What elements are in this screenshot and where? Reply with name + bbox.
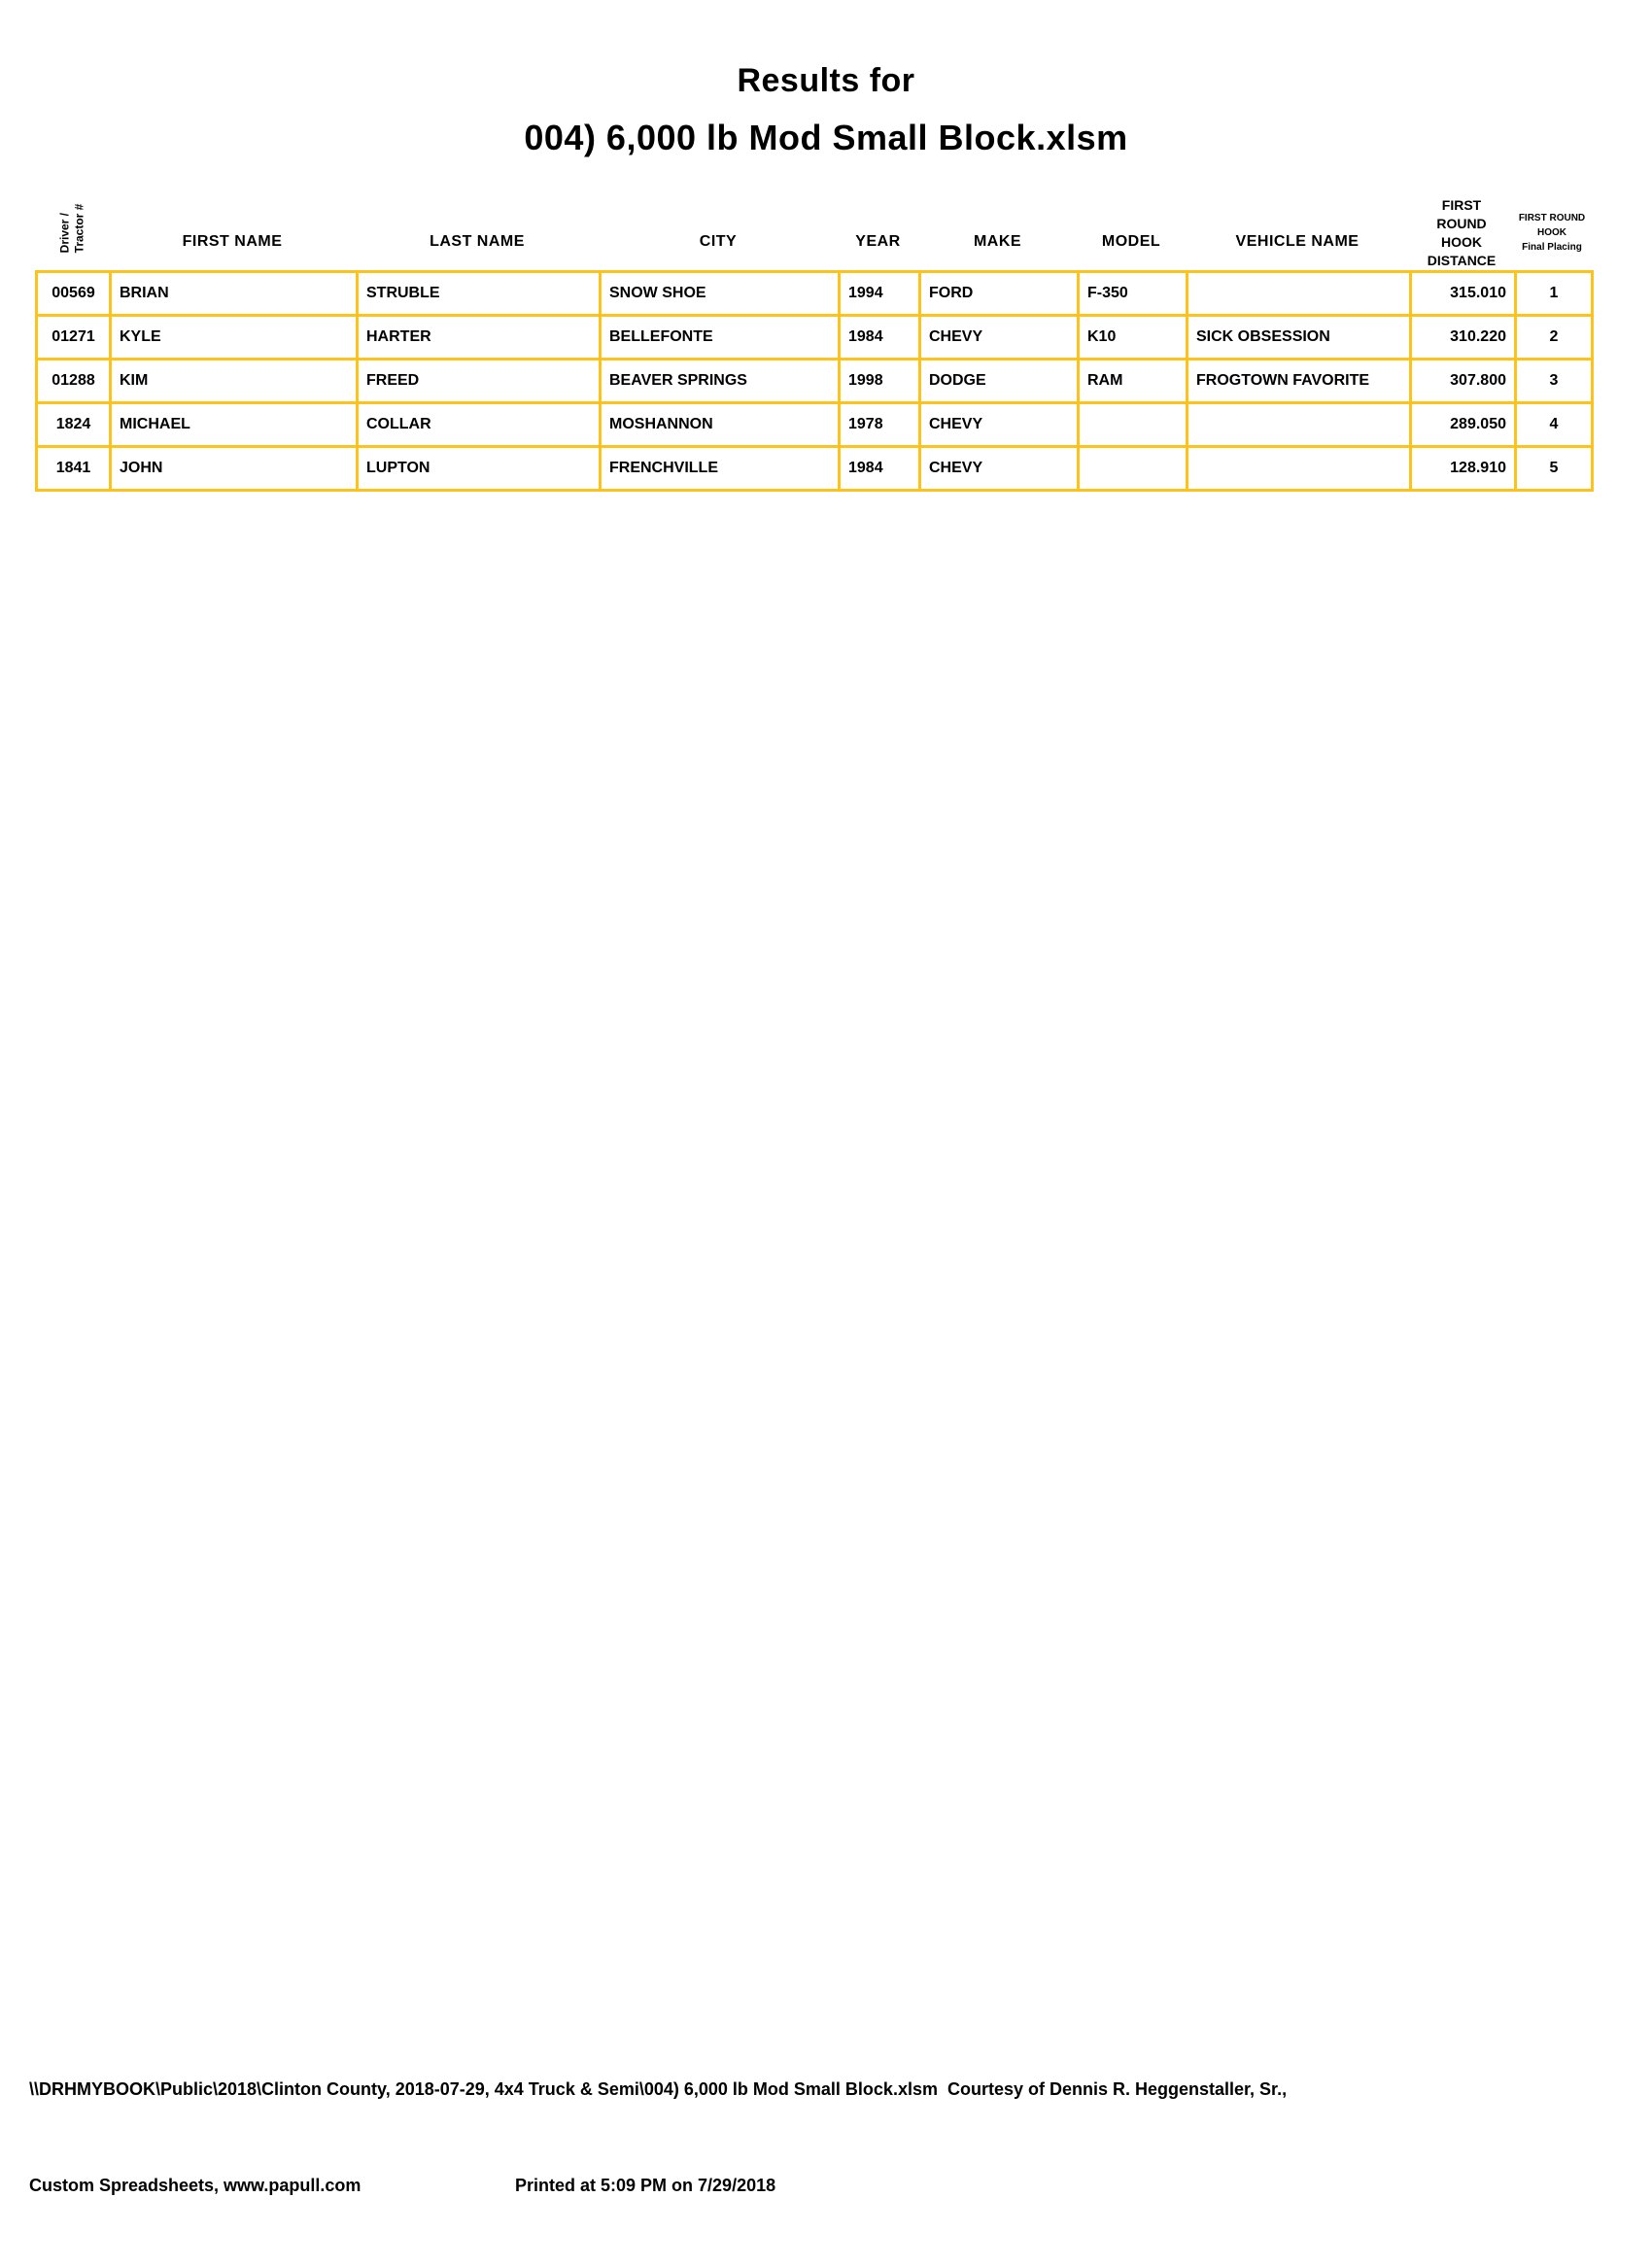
- cell-final-placing: 1: [1516, 272, 1593, 316]
- driver-header-line2: Tractor #: [71, 203, 86, 254]
- cell-year: 1984: [840, 447, 920, 491]
- cell-hook-distance: 315.010: [1411, 272, 1516, 316]
- cell-model: K10: [1079, 316, 1187, 360]
- cell-vehicle-name: [1187, 272, 1411, 316]
- driver-header-line1: Driver /: [56, 212, 71, 254]
- cell-hook-distance: 289.050: [1411, 403, 1516, 447]
- cell-vehicle-name: [1187, 403, 1411, 447]
- cell-last-name: HARTER: [358, 316, 601, 360]
- cell-model: RAM: [1079, 360, 1187, 403]
- results-table: [35, 270, 1594, 492]
- cell-first-name: BRIAN: [111, 272, 358, 316]
- cell-vehicle-name: SICK OBSESSION: [1187, 316, 1411, 360]
- table-header-row: [35, 190, 1591, 270]
- cell-model: [1079, 403, 1187, 447]
- cell-make: CHEVY: [920, 316, 1079, 360]
- cell-city: BEAVER SPRINGS: [601, 360, 840, 403]
- cell-make: FORD: [920, 272, 1079, 316]
- table-row: [37, 316, 1593, 360]
- cell-city: SNOW SHOE: [601, 272, 840, 316]
- cell-first-name: JOHN: [111, 447, 358, 491]
- cell-make: CHEVY: [920, 403, 1079, 447]
- cell-city: BELLEFONTE: [601, 316, 840, 360]
- cell-model: [1079, 447, 1187, 491]
- cell-first-name: KIM: [111, 360, 358, 403]
- cell-vehicle-name: [1187, 447, 1411, 491]
- cell-city: MOSHANNON: [601, 403, 840, 447]
- column-header-vehicle-name: VEHICLE NAME: [1235, 233, 1359, 250]
- column-header-last-name: LAST NAME: [430, 233, 525, 250]
- table-row: [37, 403, 1593, 447]
- table-row: [37, 360, 1593, 403]
- cell-final-placing: 5: [1516, 447, 1593, 491]
- cell-driver-number: 1841: [37, 447, 111, 491]
- cell-vehicle-name: FROGTOWN FAVORITE: [1187, 360, 1411, 403]
- cell-city: FRENCHVILLE: [601, 447, 840, 491]
- cell-final-placing: 3: [1516, 360, 1593, 403]
- footer-printed-timestamp: Printed at 5:09 PM on 7/29/2018: [515, 2176, 776, 2195]
- footer-line2: [29, 2170, 1287, 2202]
- report-title: Results for: [737, 62, 915, 99]
- cell-hook-distance: 310.220: [1411, 316, 1516, 360]
- cell-make: CHEVY: [920, 447, 1079, 491]
- cell-make: DODGE: [920, 360, 1079, 403]
- report-subtitle-filename: 004) 6,000 lb Mod Small Block.xlsm: [524, 118, 1128, 157]
- column-header-year: YEAR: [855, 233, 901, 250]
- column-header-first-name: FIRST NAME: [182, 233, 283, 250]
- table-row: [37, 272, 1593, 316]
- column-header-driver-tractor: [35, 192, 109, 264]
- column-header-first-round-hook-distance: FIRST ROUND HOOK DISTANCE: [1427, 197, 1497, 268]
- cell-year: 1978: [840, 403, 920, 447]
- cell-first-name: MICHAEL: [111, 403, 358, 447]
- cell-last-name: FREED: [358, 360, 601, 403]
- column-header-make: MAKE: [973, 233, 1022, 250]
- cell-driver-number: 1824: [37, 403, 111, 447]
- cell-driver-number: 01288: [37, 360, 111, 403]
- cell-first-name: KYLE: [111, 316, 358, 360]
- cell-driver-number: 01271: [37, 316, 111, 360]
- table-row: [37, 447, 1593, 491]
- footer-credit: Custom Spreadsheets, www.papull.com: [29, 2176, 361, 2195]
- cell-final-placing: 4: [1516, 403, 1593, 447]
- page-footer: [29, 2009, 1287, 2266]
- cell-year: 1994: [840, 272, 920, 316]
- footer-file-path: \\DRHMYBOOK\Public\2018\Clinton County, 2018-07-29, 4x4 Truck & Semi\004) 6,000 lb Mod Small Block.xlsm Courtesy of Dennis R. Heggenstaller, Sr.,: [29, 2079, 1288, 2099]
- cell-driver-number: 00569: [37, 272, 111, 316]
- cell-last-name: LUPTON: [358, 447, 601, 491]
- cell-last-name: COLLAR: [358, 403, 601, 447]
- cell-year: 1984: [840, 316, 920, 360]
- cell-model: F-350: [1079, 272, 1187, 316]
- column-header-model: MODEL: [1101, 233, 1161, 250]
- column-header-final-placing: FIRST ROUND HOOK Final Placing: [1518, 213, 1586, 253]
- cell-final-placing: 2: [1516, 316, 1593, 360]
- column-header-city: CITY: [699, 233, 738, 250]
- cell-year: 1998: [840, 360, 920, 403]
- cell-hook-distance: 307.800: [1411, 360, 1516, 403]
- cell-last-name: STRUBLE: [358, 272, 601, 316]
- cell-hook-distance: 128.910: [1411, 447, 1516, 491]
